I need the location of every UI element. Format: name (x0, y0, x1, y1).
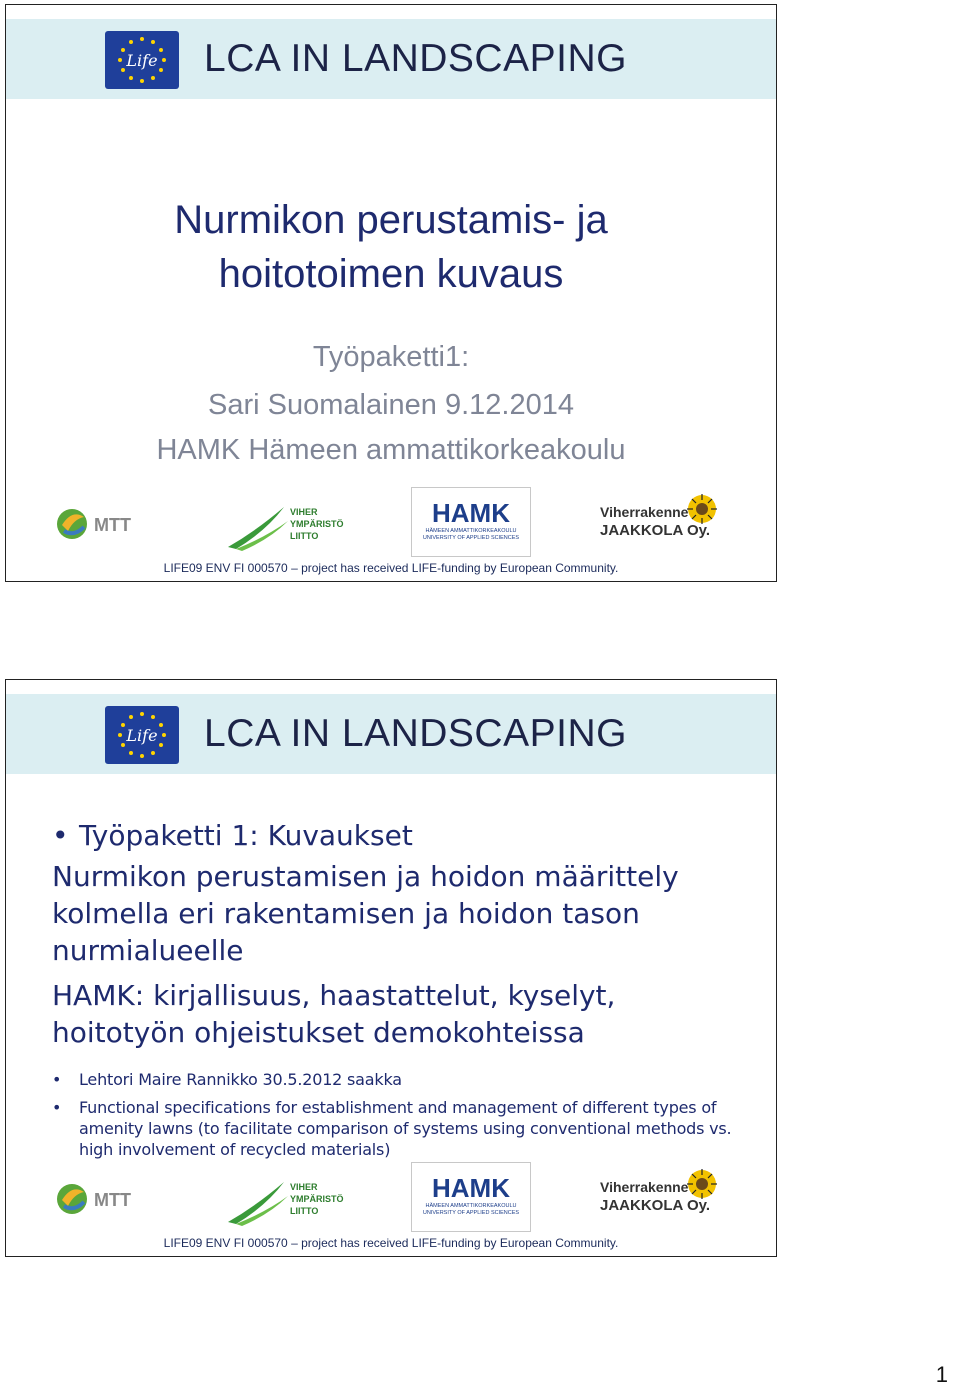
viher-text-3: LIITTO (290, 531, 319, 541)
eu-life-logo (105, 31, 179, 89)
slide-2 (5, 679, 777, 1257)
partner-logos (6, 487, 776, 567)
list-item: • Lehtori Maire Rannikko 30.5.2012 saakka (52, 1069, 752, 1090)
viher-ymparisto-logo (226, 501, 346, 551)
hamk-sub-1: HÄMEEN AMMATTIKORKEAKOULU (425, 1203, 517, 1209)
viher-text-2: YMPÄRISTÖ (290, 1194, 344, 1204)
hamk-logo-text: HAMK (432, 498, 510, 528)
jaakkola-text-1: Viherrakenne (600, 1179, 689, 1195)
jaakkola-logo (598, 491, 722, 551)
viher-text-1: VIHER (290, 1182, 318, 1192)
partner-logos (6, 1162, 776, 1242)
bullet-heading: • Työpaketti 1: Kuvaukset (52, 818, 752, 854)
eu-logo-text: Life (126, 51, 158, 70)
funding-note: LIFE09 ENV FI 000570 – project has received LIFE-funding by European Community. (163, 1236, 619, 1250)
slide-title (6, 193, 776, 301)
subtitle-workpackage: Työpaketti1: (312, 341, 470, 373)
header-title: LCA IN LANDSCAPING (204, 37, 627, 80)
title-line-2: hoitotoimen kuvaus (218, 252, 564, 296)
paragraph-methods: HAMK: kirjallisuus, haastattelut, kyselyt, hoitotyön ohjeistukset demokohteissa (52, 979, 616, 1049)
detail-list (52, 1069, 752, 1160)
hamk-sub-1: HÄMEEN AMMATTIKORKEAKOULU (425, 528, 517, 534)
funding-note: LIFE09 ENV FI 000570 – project has received LIFE-funding by European Community. (163, 561, 619, 575)
slide-header (6, 694, 776, 774)
hamk-sub-2: UNIVERSITY OF APPLIED SCIENCES (422, 535, 520, 541)
mtt-logo-text: MTT (94, 1190, 131, 1210)
paragraph-definition: Nurmikon perustamisen ja hoidon määrittely kolmella eri rakentamisen ja hoidon tason nurmialueelle (52, 860, 679, 967)
hamk-sub-2: UNIVERSITY OF APPLIED SCIENCES (422, 1210, 520, 1216)
hamk-logo-text: HAMK (432, 1173, 510, 1203)
mtt-logo (54, 1176, 146, 1222)
list-item: • Functional specifications for establishment and management of different types of amenity lawns (to facilitate comparison of systems using conventional methods vs. high involvement of recycled materials) (52, 1097, 752, 1160)
subtitle-author-date: Sari Suomalainen 9.12.2014 (208, 389, 574, 421)
jaakkola-text-2: JAAKKOLA Oy. (600, 1197, 711, 1214)
jaakkola-text-2: JAAKKOLA Oy. (600, 522, 711, 539)
jaakkola-text-1: Viherrakenne (600, 504, 689, 520)
page-number: 1 (935, 1362, 948, 1387)
hamk-logo (411, 487, 531, 557)
viher-text-1: VIHER (290, 507, 318, 517)
slide-header (6, 19, 776, 99)
jaakkola-logo (598, 1166, 722, 1226)
slide-1 (5, 4, 777, 582)
title-line-1: Nurmikon perustamis- ja (174, 198, 608, 242)
viher-text-3: LIITTO (290, 1206, 319, 1216)
mtt-logo (54, 501, 146, 547)
viher-text-2: YMPÄRISTÖ (290, 519, 344, 529)
mtt-logo-text: MTT (94, 515, 131, 535)
header-title: LCA IN LANDSCAPING (204, 712, 627, 755)
viher-ymparisto-logo (226, 1176, 346, 1226)
slide-content (52, 818, 752, 1167)
hamk-logo (411, 1162, 531, 1232)
eu-logo-text: Life (126, 726, 158, 745)
subtitle-institution: HAMK Hämeen ammattikorkeakoulu (156, 434, 626, 466)
eu-life-logo (105, 706, 179, 764)
